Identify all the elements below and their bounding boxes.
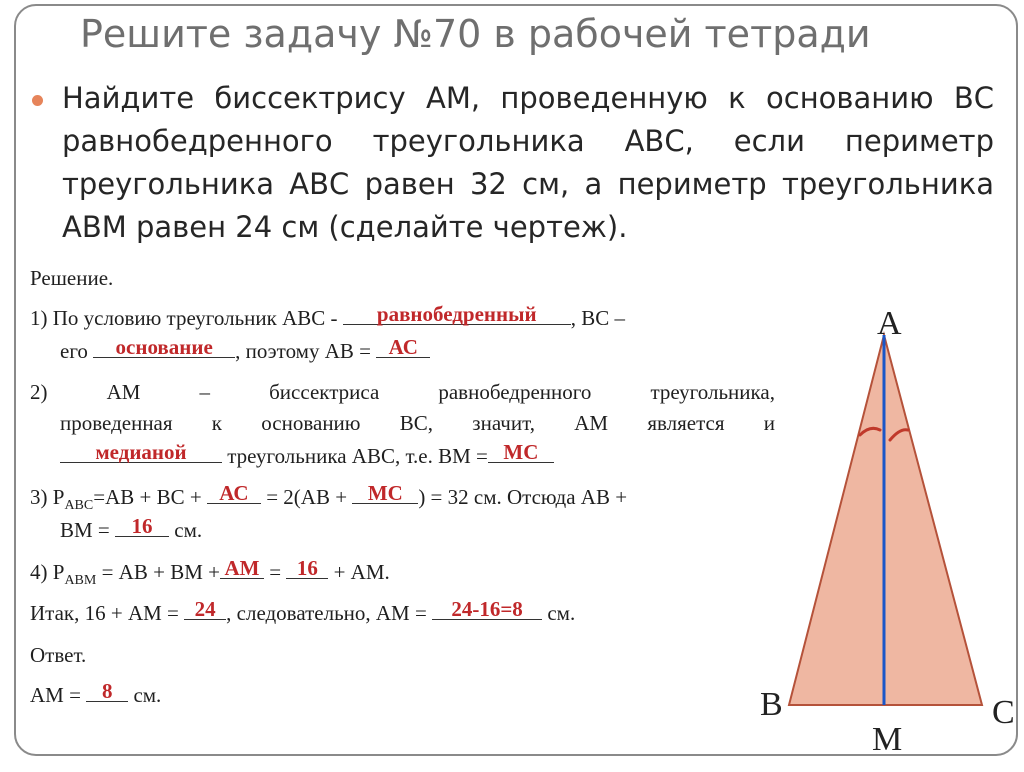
task-text: Найдите биссектрису АМ, проведенную к основанию ВС равнобедренного треугольника АВС, если периметр треугольника АВС равен 32 см, а периметр треугольника АВМ равен 24 см (сделайте чертеж). [62,81,994,244]
answer-blank [184,598,226,629]
vertex-label-b: B [760,686,783,723]
step3-text-a: =АВ + ВС + [93,485,207,509]
vertex-label-a: A [877,305,902,342]
answer-blank [86,680,128,711]
step2-text-c: треугольника АВС, т.е. ВМ = [222,444,488,468]
answer-blank [376,336,430,367]
step1-line1 [30,303,775,334]
solution-heading: Решение. [30,266,114,290]
answer-blank [352,482,418,513]
answer-line [30,680,775,711]
step3-text-d: ВМ = [60,518,116,542]
step3-text-e: см. [169,518,203,542]
step1-text-b: , ВС – [570,306,626,330]
answer-value: основание [115,335,213,359]
step3-sub: АВС [64,498,94,514]
answer-value: 8 [101,679,113,703]
step1-text-c: его [60,339,94,363]
step3-text-b: = 2(АВ + [260,485,353,509]
answer-value: 16 [131,514,153,538]
vertex-label-c: C [992,694,1015,731]
answer-value: АС [219,481,249,505]
step2-line1: 2) АМ – биссектриса равнобедренного треугольника, [30,380,775,404]
vertex-label-m: M [872,721,903,758]
step1-line2 [60,336,775,367]
answer-label: Ответ. [30,643,87,667]
step4-line [30,557,775,596]
answer-text-a: АМ = [30,683,87,707]
answer-value: МС [367,481,403,505]
answer-blank [115,515,169,546]
answer-value: 24 [194,597,216,621]
answer-value: АС [388,335,418,359]
itak-line [30,598,775,629]
answer-blank [60,441,222,472]
answer-blank [286,557,328,588]
step3-text-c: ) = 32 см. Отсюда АВ + [418,485,628,509]
itak-text-a: Итак, 16 + АМ = [30,601,185,625]
answer-blank [207,482,261,513]
step4-p: 4) Р [30,560,65,584]
step4-text-c: + АМ. [328,560,390,584]
step3-line2 [60,515,775,546]
answer-blank [343,303,571,334]
step1-text-a: 1) По условию треугольник АВС - [30,306,343,330]
bullet-icon [32,95,43,106]
answer-blank [488,441,554,472]
step3-p: 3) Р [30,485,65,509]
answer-blank [93,336,235,367]
answer-value: МС [503,440,539,464]
answer-value: равнобедренный [376,302,537,326]
answer-text-b: см. [128,683,162,707]
step4-text-a: = АВ + ВМ + [96,560,220,584]
step2-line3 [60,441,775,472]
step4-sub: АВМ [64,573,97,589]
page-title: Решите задачу №70 в рабочей тетради [80,12,871,56]
answer-value: 16 [296,556,318,580]
step2-line2: проведенная к основанию ВС, значит, АМ является и [60,411,775,435]
itak-text-c: см. [542,601,576,625]
answer-value: медианой [95,440,187,464]
itak-text-b: , следовательно, АМ = [226,601,433,625]
answer-blank [432,598,542,629]
answer-blank [220,557,264,588]
step1-text-d: , поэтому АВ = [235,339,377,363]
answer-value: 24-16=8 [451,597,523,621]
answer-value: АМ [224,556,260,580]
step4-text-b: = [263,560,287,584]
triangle-diagram [760,300,1020,767]
